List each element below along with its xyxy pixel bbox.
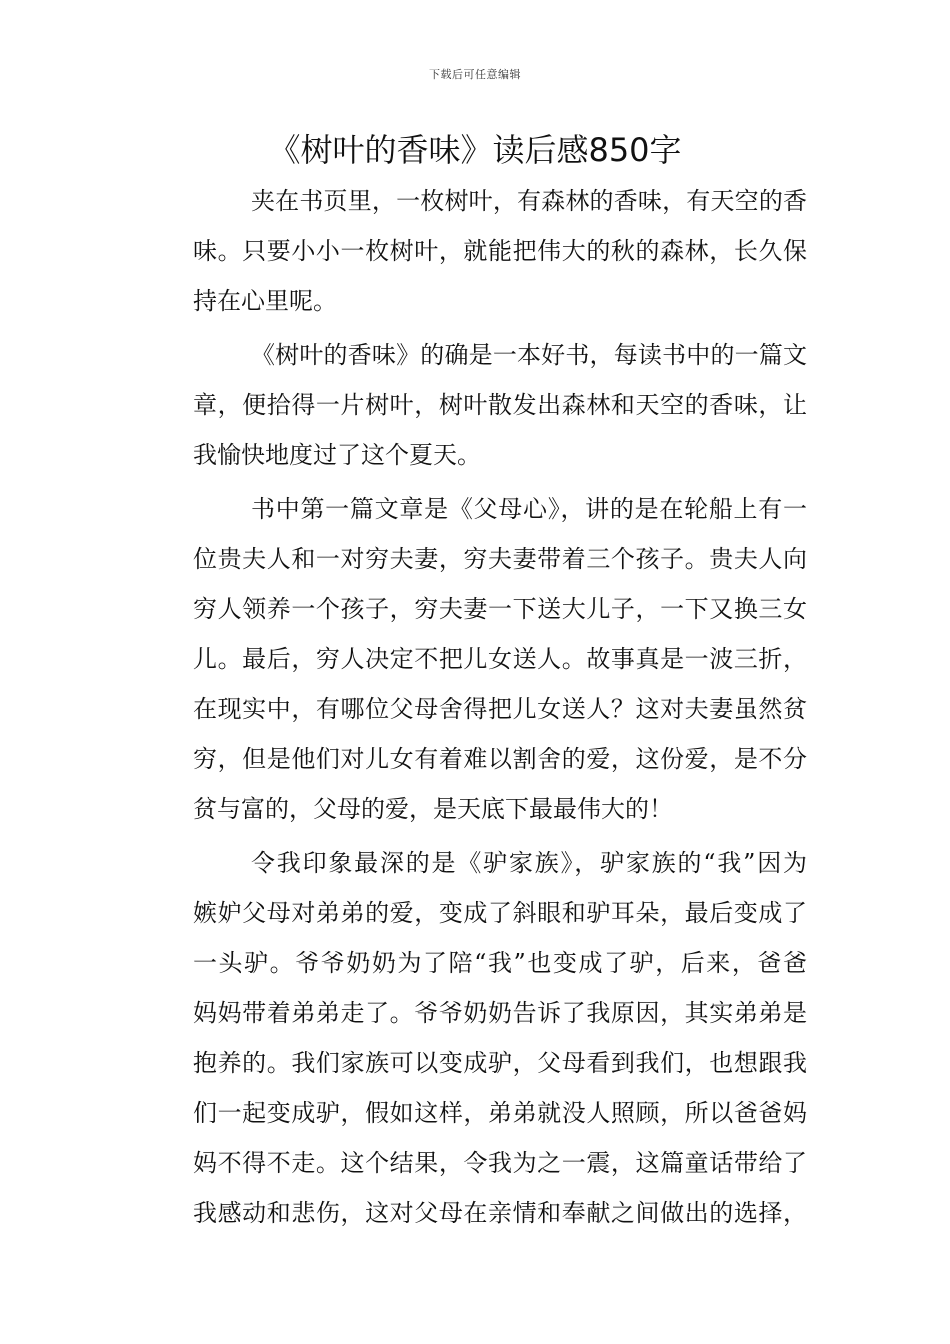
text-line: 儿。最后，穷人决定不把儿女送人。故事真是一波三折， — [193, 645, 807, 673]
text-line: 令我印象最深的是《驴家族》，驴家族的“我”因为 — [251, 849, 807, 877]
text-line: 贫与富的，父母的爱，是天底下最最伟大的！ — [193, 795, 673, 823]
text-line: 味。只要小小一枚树叶，就能把伟大的秋的森林，长久保 — [193, 237, 807, 265]
document-body — [145, 176, 807, 1242]
paragraph-3 — [145, 484, 807, 834]
paragraph-1 — [145, 176, 807, 326]
text-line: 一头驴。爷爷奶奶为了陪“我”也变成了驴，后来，爸爸 — [193, 949, 807, 977]
text-line: 我感动和悲伤，这对父母在亲情和奉献之间做出的选择， — [193, 1199, 807, 1227]
text-line: 妈妈带着弟弟走了。爷爷奶奶告诉了我原因，其实弟弟是 — [193, 999, 807, 1027]
text-line: 穷，但是他们对儿女有着难以割舍的爱，这份爱，是不分 — [193, 745, 807, 773]
text-line: 抱养的。我们家族可以变成驴，父母看到我们，也想跟我 — [193, 1049, 807, 1077]
text-line: 们一起变成驴，假如这样，弟弟就没人照顾，所以爸爸妈 — [193, 1099, 807, 1127]
text-line: 位贵夫人和一对穷夫妻，穷夫妻带着三个孩子。贵夫人向 — [193, 545, 807, 573]
text-line: 章，便拾得一片树叶，树叶散发出森林和天空的香味，让 — [193, 391, 807, 419]
text-line: 妈不得不走。这个结果，令我为之一震，这篇童话带给了 — [193, 1149, 807, 1177]
text-line: 书中第一篇文章是《父母心》，讲的是在轮船上有一 — [251, 495, 807, 523]
paragraph-2 — [145, 330, 807, 480]
header-note: 下载后可任意编辑 — [429, 68, 521, 81]
document-title: 《树叶的香味》读后感850字 — [268, 131, 682, 169]
paragraph-4 — [145, 838, 807, 1238]
text-line: 夹在书页里，一枚树叶，有森林的香味，有天空的香 — [251, 187, 807, 215]
text-line: 在现实中，有哪位父母舍得把儿女送人？这对夫妻虽然贫 — [193, 695, 807, 723]
text-line: 穷人领养一个孩子，穷夫妻一下送大儿子，一下又换三女 — [193, 595, 807, 623]
text-line: 《树叶的香味》的确是一本好书，每读书中的一篇文 — [251, 341, 807, 369]
text-line: 持在心里呢。 — [193, 287, 337, 315]
text-line: 嫉妒父母对弟弟的爱，变成了斜眼和驴耳朵，最后变成了 — [193, 899, 807, 927]
text-line: 我愉快地度过了这个夏天。 — [193, 441, 481, 469]
